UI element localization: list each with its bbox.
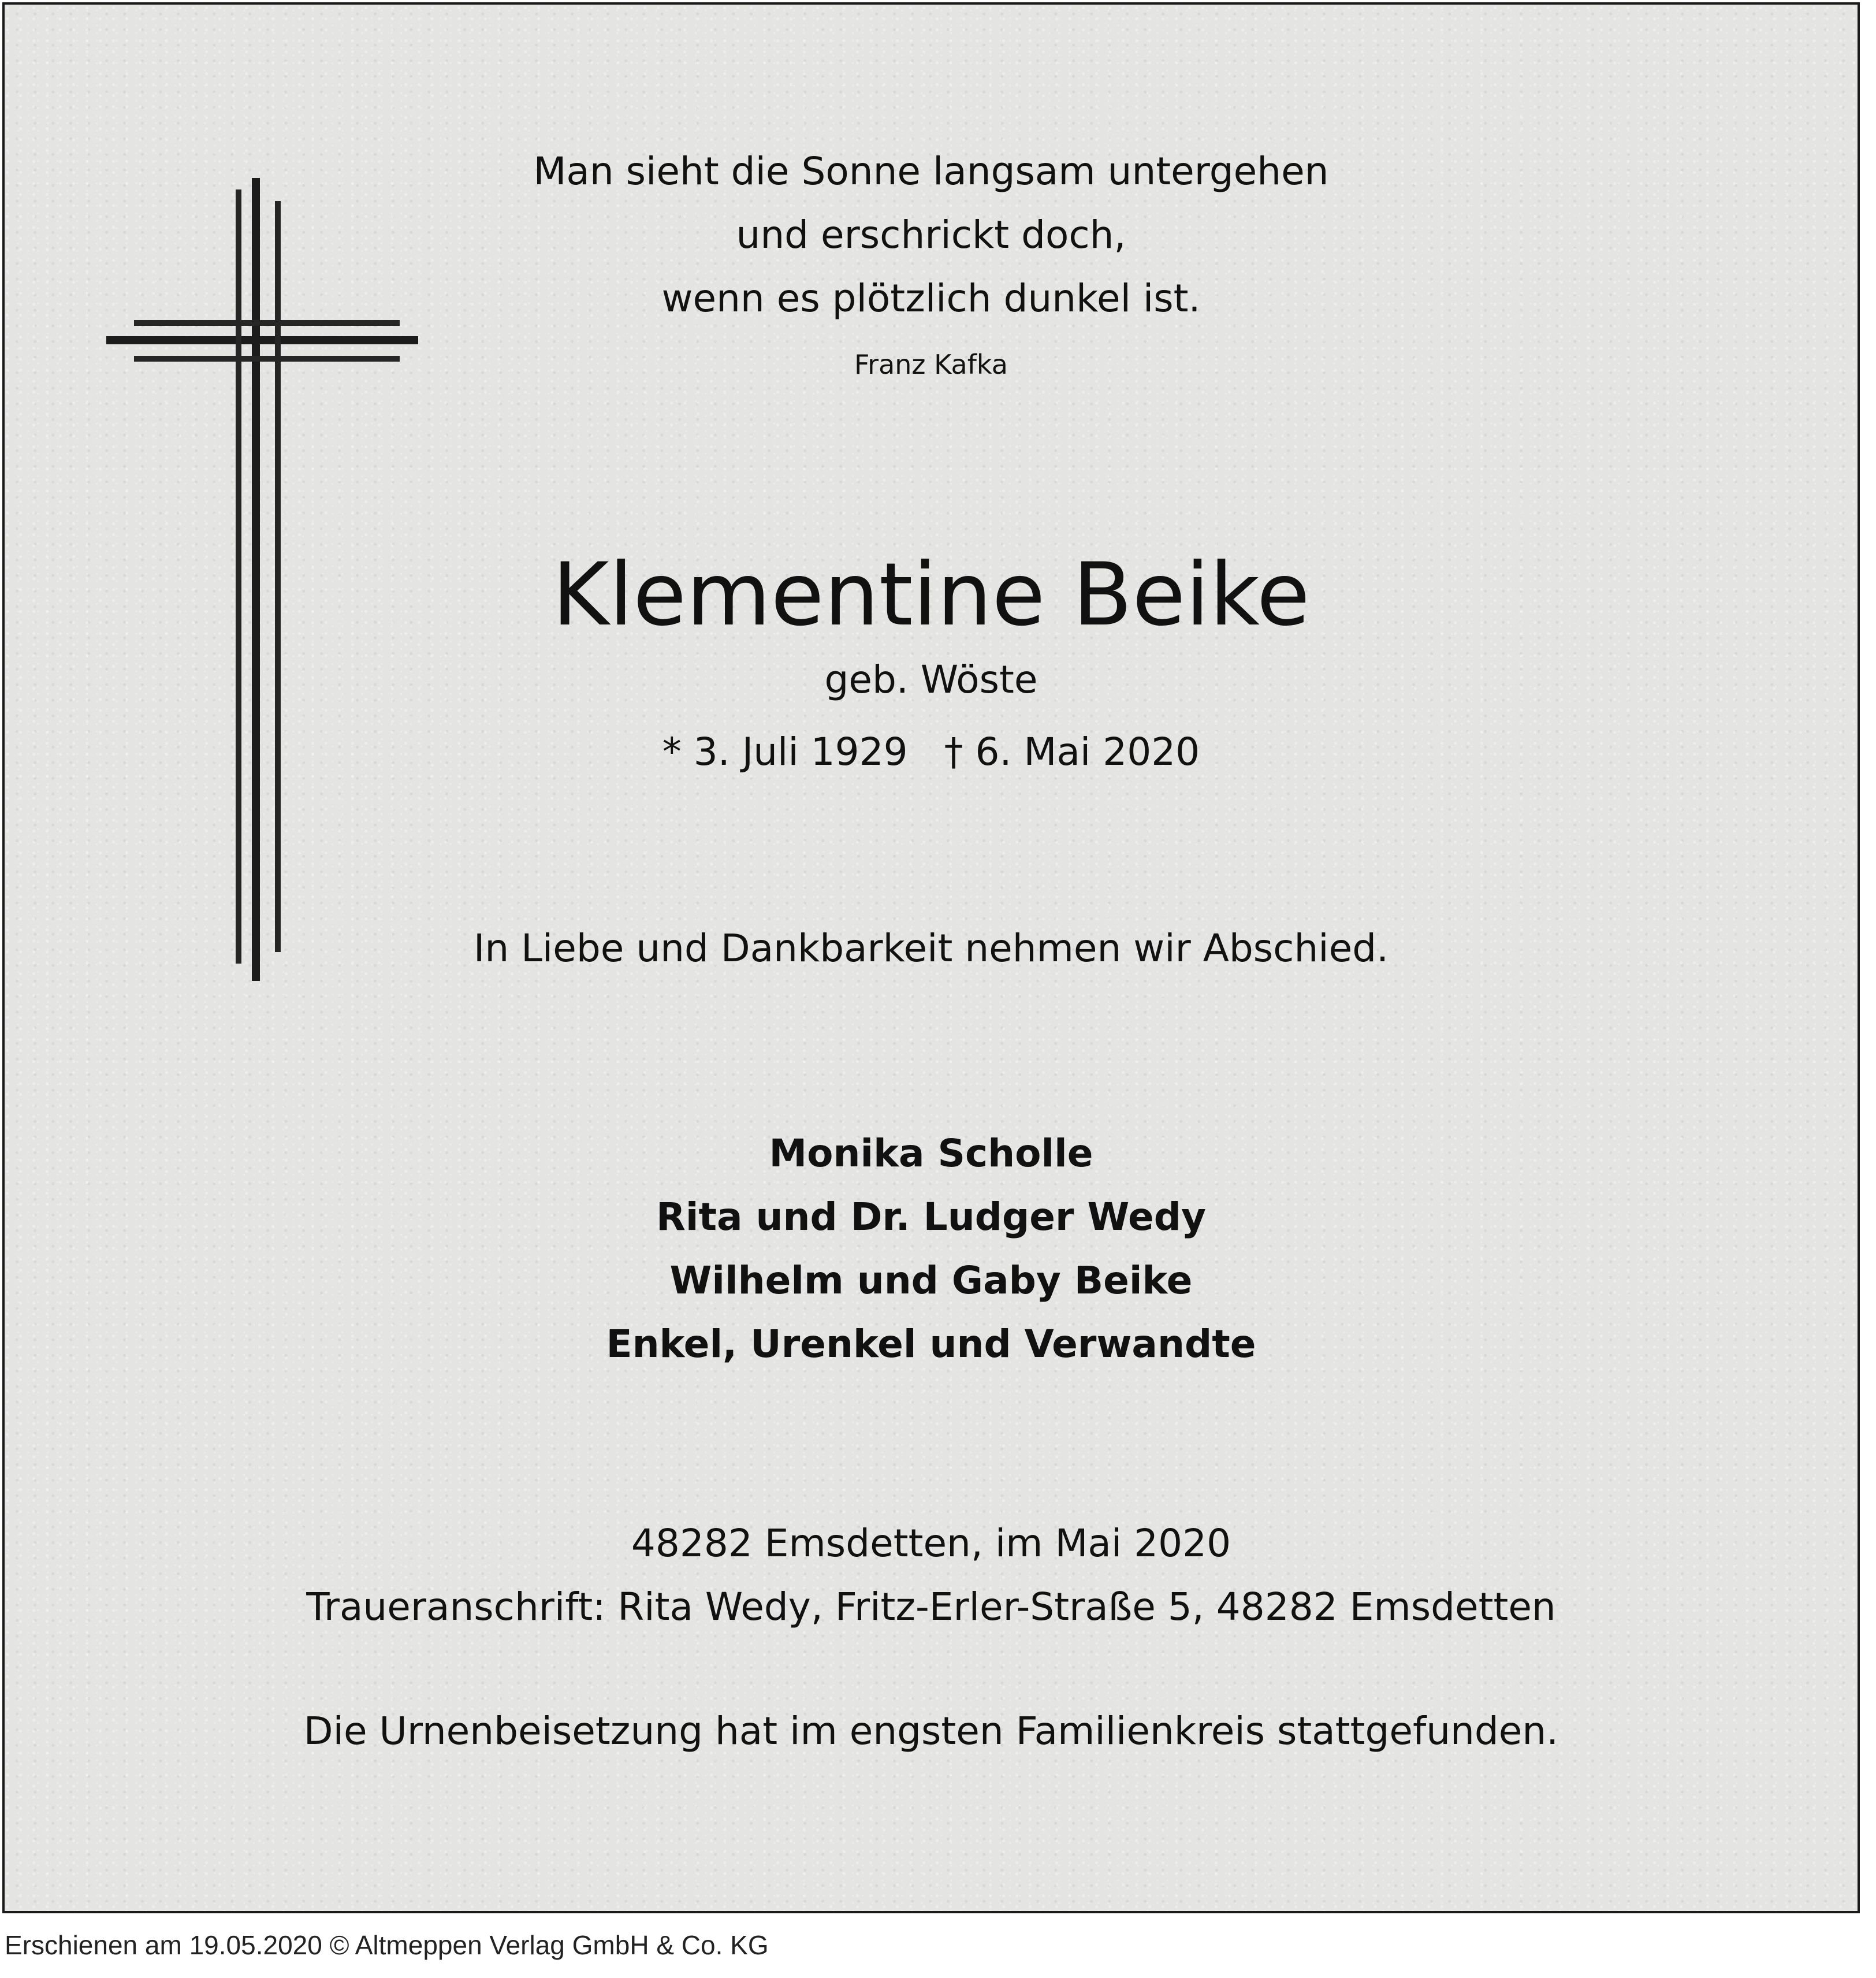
birth-name: geb. Wöste [824, 657, 1038, 702]
quote-line: und erschrickt doch, [736, 213, 1126, 257]
mourning-address: Traueranschrift: Rita Wedy, Fritz-Erler-Straße 5, 48282 Emsdetten [306, 1585, 1556, 1629]
farewell-text: In Liebe und Dankbarkeit nehmen wir Abschied. [473, 926, 1389, 971]
burial-note: Die Urnenbeisetzung hat im engsten Familienkreis stattgefunden. [303, 1709, 1559, 1753]
quote-line: wenn es plötzlich dunkel ist. [661, 276, 1201, 321]
mourner-name: Rita und Dr. Ludger Wedy [656, 1195, 1206, 1239]
obituary-notice [2, 2, 1860, 1913]
quote-line: Man sieht die Sonne langsam untergehen [533, 149, 1329, 194]
place-date: 48282 Emsdetten, im Mai 2020 [631, 1521, 1231, 1566]
life-dates: * 3. Juli 1929 † 6. Mai 2020 [662, 730, 1200, 774]
quote-author: Franz Kafka [854, 349, 1008, 380]
deceased-name: Klementine Beike [552, 545, 1310, 645]
mourner-name: Enkel, Urenkel und Verwandte [606, 1322, 1256, 1366]
mourner-name: Wilhelm und Gaby Beike [669, 1258, 1193, 1303]
publication-footer: Erschienen am 19.05.2020 © Altmeppen Verlag GmbH & Co. KG [5, 1930, 769, 1960]
mourner-name: Monika Scholle [769, 1131, 1093, 1176]
